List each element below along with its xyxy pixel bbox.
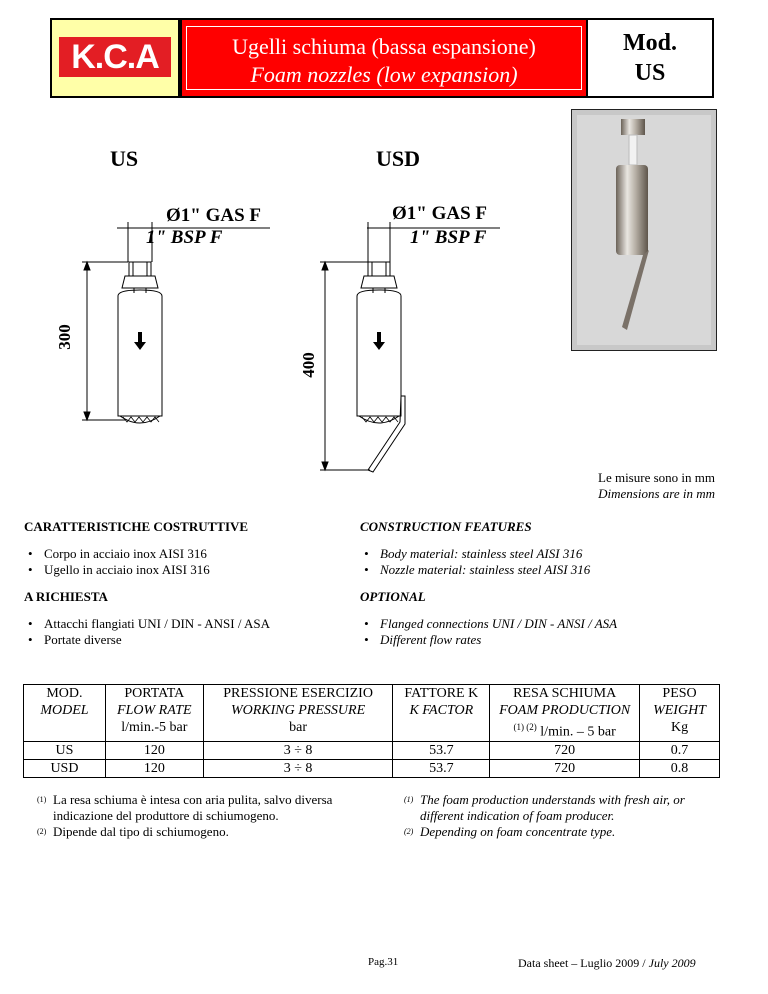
cell-model: USD	[24, 759, 106, 777]
list-item: • Corpo in acciaio inox AISI 316	[28, 546, 210, 562]
cell-k-factor: 53.7	[393, 759, 490, 777]
cell-pressure: 3 ÷ 8	[203, 759, 393, 777]
cell-foam-production: 720	[490, 759, 640, 777]
page-number: Pag.31	[368, 956, 399, 968]
cell-flow-rate: 120	[105, 741, 203, 759]
model-code: US	[634, 60, 666, 86]
drawing-label-us: US	[110, 146, 139, 171]
header-model: MOD. MODEL	[24, 685, 106, 742]
table-row	[24, 759, 720, 777]
table-row	[24, 741, 720, 759]
us-length-dimension: 300	[55, 324, 74, 350]
cell-pressure: 3 ÷ 8	[203, 741, 393, 759]
list-item: • Flanged connections UNI / DIN - ANSI / ASA	[364, 616, 617, 632]
product-photo	[571, 109, 717, 351]
cell-foam-production: 720	[490, 741, 640, 759]
footnotes-it: (1) La resa schiuma è intesa con aria pulita, salvo diversa indicazione del produttore di schiumogeno. (2) Dipende dal tipo di schiumogeno.	[37, 792, 333, 839]
drawing-label-usd: USD	[376, 146, 421, 171]
model-label: Mod.	[623, 30, 677, 56]
header-foam-production: RESA SCHIUMA FOAM PRODUCTION $^{(1) (2)}$ l/min. – 5 bar	[490, 685, 640, 742]
features-heading-it: CARATTERISTICHE COSTRUTTIVE	[24, 519, 249, 534]
cell-k-factor: 53.7	[393, 741, 490, 759]
title-english: Foam nozzles (low expansion)	[250, 62, 518, 87]
cell-flow-rate: 120	[105, 759, 203, 777]
features-heading-en: CONSTRUCTION FEATURES	[360, 519, 532, 534]
header-flow-rate: PORTATA FLOW RATE l/min.-5 bar	[105, 685, 203, 742]
cell-weight: 0.7	[640, 741, 720, 759]
features-list-it	[28, 546, 210, 578]
spec-table	[23, 684, 720, 778]
header-weight: PESO WEIGHT Kg	[640, 685, 720, 742]
cell-model: US	[24, 741, 106, 759]
features-list-en	[364, 546, 590, 578]
header-working-pressure: PRESSIONE ESERCIZIO WORKING PRESSURE bar	[203, 685, 393, 742]
footer-sheet-info: Data sheet – Luglio 2009 / July 2009	[518, 956, 696, 970]
list-item: • Portate diverse	[28, 632, 270, 648]
dimensions-note-it: Le misure sono in mm	[598, 470, 715, 485]
us-connection-gas: Ø1" GAS F	[166, 205, 261, 226]
list-item: • Attacchi flangiati UNI / DIN - ANSI / ASA	[28, 616, 270, 632]
header-k-factor: FATTORE K K FACTOR	[393, 685, 490, 742]
usd-connection-bsp: 1" BSP F	[410, 227, 487, 248]
list-item: • Body material: stainless steel AISI 316	[364, 546, 590, 562]
kca-logo: K.C.A	[71, 37, 159, 76]
usd-connection-gas: Ø1" GAS F	[392, 203, 487, 224]
optional-heading-it: A RICHIESTA	[24, 589, 108, 604]
title-italian: Ugelli schiuma (bassa espansione)	[232, 34, 536, 59]
list-item: • Nozzle material: stainless steel AISI 316	[364, 562, 590, 578]
usd-length-dimension: 400	[299, 352, 318, 378]
footnotes-en: (1) The foam production understands with fresh air, or different indication of foam producer. (2) Depending on foam concentrate type.	[404, 792, 685, 839]
us-connection-bsp: 1" BSP F	[146, 227, 223, 248]
cell-weight: 0.8	[640, 759, 720, 777]
list-item: • Ugello in acciaio inox AISI 316	[28, 562, 210, 578]
table-header-row	[24, 685, 720, 742]
dimensions-note-en: Dimensions are in mm	[598, 486, 715, 501]
optional-heading-en: OPTIONAL	[360, 589, 426, 604]
list-item: • Different flow rates	[364, 632, 617, 648]
optional-list-it	[28, 616, 270, 648]
optional-list-en	[364, 616, 617, 648]
